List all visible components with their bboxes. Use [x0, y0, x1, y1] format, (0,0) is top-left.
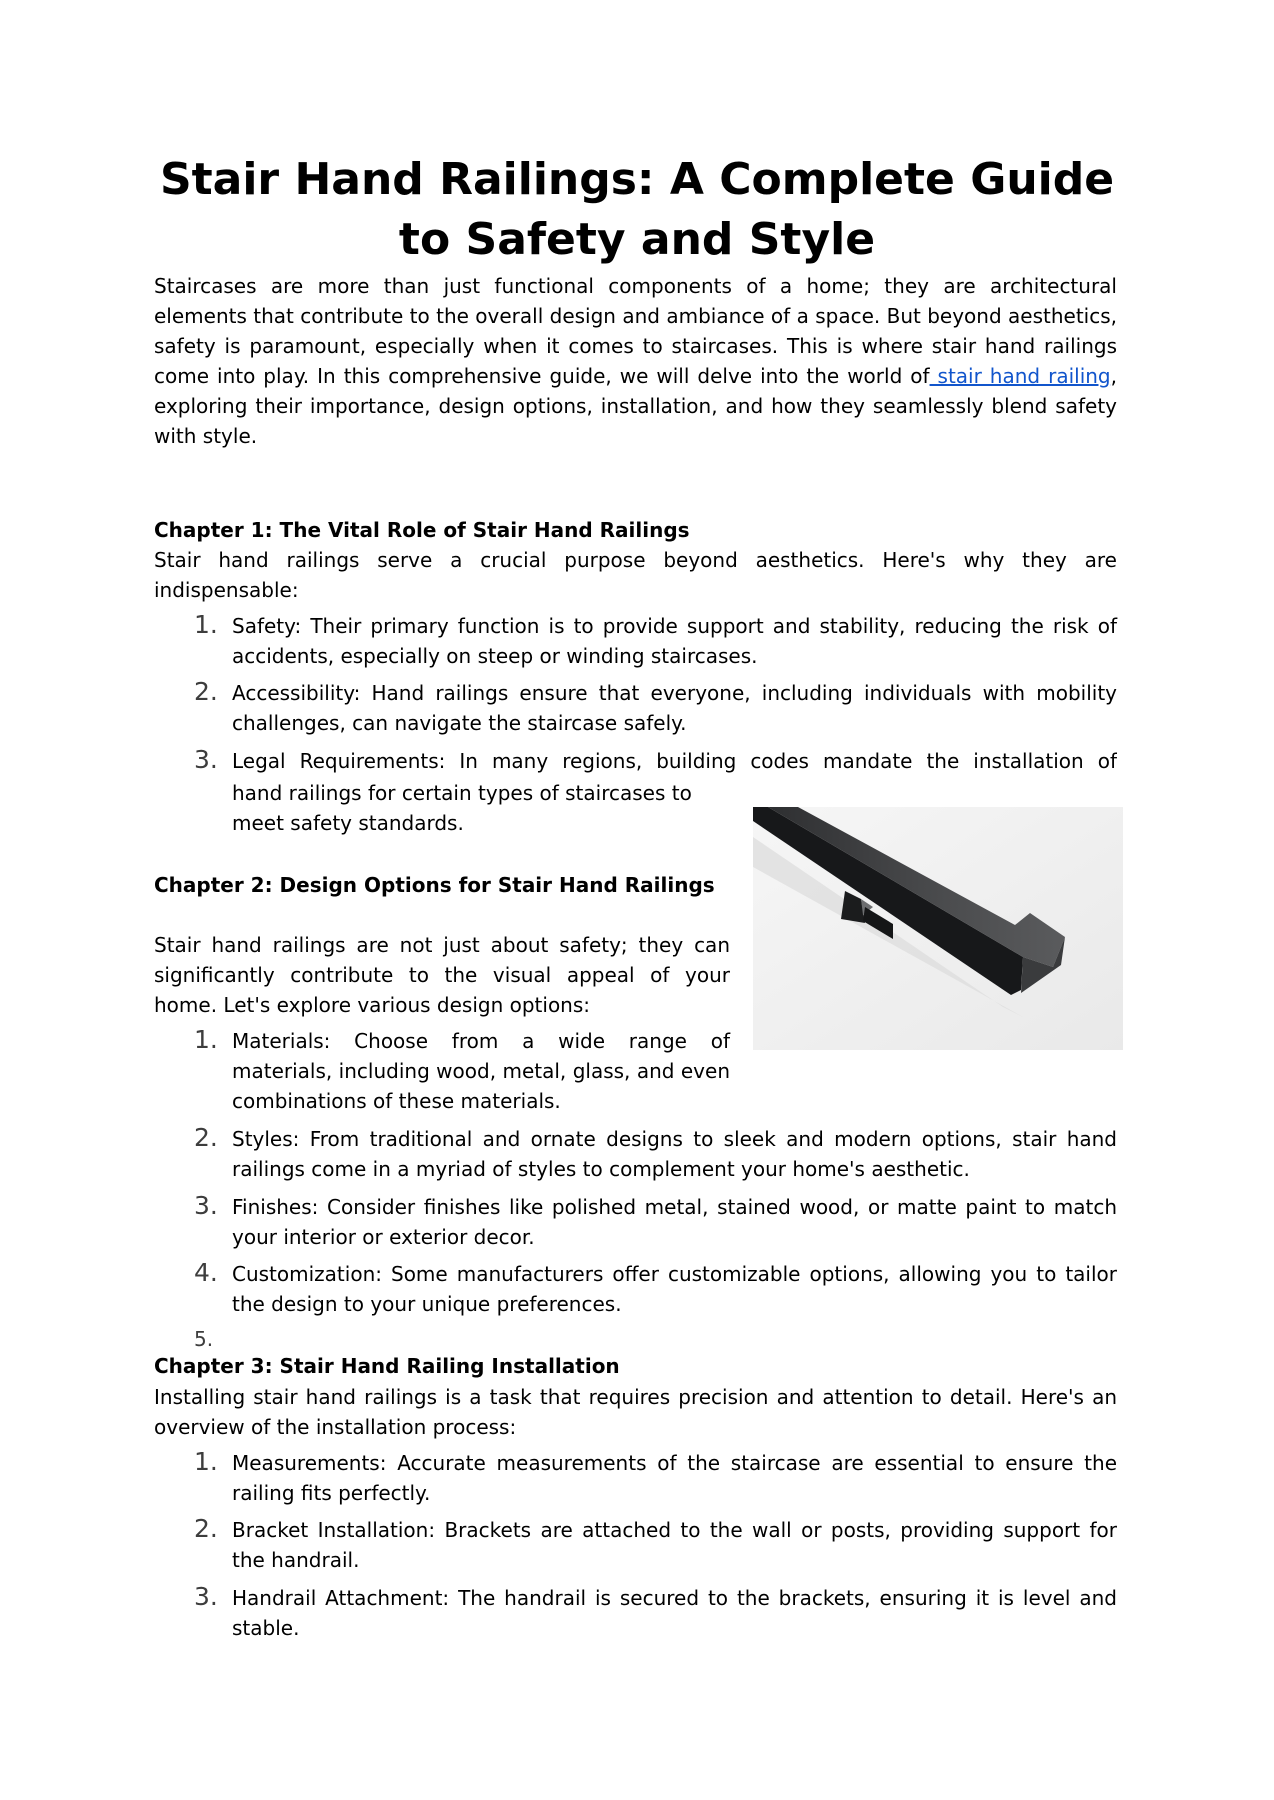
list-item-text-line-1: Legal Requirements: In many regions, building codes mandate the installation of: [232, 749, 1117, 773]
list-item-text: Accessibility: Hand railings ensure that everyone, including individuals with mobility challenges, can navigate the staircase safely.: [232, 681, 1117, 735]
list-item-text: Customization: Some manufacturers offer customizable options, allowing you to tailor the design to your unique preferences.: [232, 1262, 1117, 1316]
chapter-2-heading: Chapter 2: Design Options for Stair Hand Railings: [154, 873, 715, 897]
list-number: 3.: [194, 1191, 218, 1220]
chapter-2-intro: Stair hand railings are not just about safety; they can significantly contribute to the visual appeal of your home. Let's explore various design options:: [154, 933, 730, 1017]
list-item-text: Bracket Installation: Brackets are attached to the wall or posts, providing support for the handrail.: [232, 1518, 1117, 1572]
chapter-1-intro: Stair hand railings serve a crucial purpose beyond aesthetics. Here's why they are indispensable:: [154, 548, 1117, 602]
stair-hand-railing-link[interactable]: stair hand railing: [929, 364, 1111, 388]
list-number: 2.: [194, 1123, 218, 1152]
handrail-illustration-icon: [753, 807, 1123, 1050]
list-item-text: Handrail Attachment: The handrail is secured to the brackets, ensuring it is level and stable.: [232, 1586, 1117, 1640]
list-item-text-line-3: meet safety standards.: [232, 811, 464, 835]
list-number: 5.: [194, 1327, 214, 1351]
list-number: 1.: [194, 1447, 218, 1476]
title-line-1: Stair Hand Railings: A Complete Guide: [159, 154, 1115, 205]
intro-text-start: Staircases are more than just functional components of a home; they are architectural elements that contribute to the overall design and ambiance of a space. But beyond aesthetics, safety is paramount, especially when it comes to staircases. This is where stair hand railings come into play. In this comprehensive guide, we will delve into the world of: [154, 274, 1117, 388]
chapter-1-heading: Chapter 1: The Vital Role of Stair Hand Railings: [154, 518, 690, 542]
list-number: 3.: [194, 745, 218, 774]
list-number: 2.: [194, 677, 218, 706]
list-item-text: Styles: From traditional and ornate designs to sleek and modern options, stair hand railings come in a myriad of styles to complement your home's aesthetic.: [232, 1127, 1117, 1181]
list-number: 1.: [194, 610, 218, 639]
chapter-3-intro: Installing stair hand railings is a task that requires precision and attention to detail. Here's an overview of the installation process:: [154, 1385, 1117, 1439]
list-item-text: Materials: Choose from a wide range of materials, including wood, metal, glass, and even combinations of these materials.: [232, 1029, 730, 1113]
page-title: [0, 150, 1274, 270]
list-item-text-line-2: hand railings for certain types of staircases to: [232, 781, 692, 805]
intro-paragraph: [154, 271, 1117, 451]
list-number: 1.: [194, 1025, 218, 1054]
list-item-text: Measurements: Accurate measurements of the staircase are essential to ensure the railing fits perfectly.: [232, 1451, 1117, 1505]
list-number: 4.: [194, 1258, 218, 1287]
chapter-3-heading: Chapter 3: Stair Hand Railing Installation: [154, 1354, 620, 1378]
intro-text-end: , exploring their importance, design options, installation, and how they seamlessly blend safety with style.: [154, 364, 1117, 448]
list-item-text: Finishes: Consider finishes like polished metal, stained wood, or matte paint to match your interior or exterior decor.: [232, 1195, 1117, 1249]
list-number: 2.: [194, 1514, 218, 1543]
handrail-image: [753, 807, 1123, 1050]
list-item-text: Safety: Their primary function is to provide support and stability, reducing the risk of accidents, especially on steep or winding staircases.: [232, 614, 1117, 668]
list-number: 3.: [194, 1582, 218, 1611]
title-line-2: to Safety and Style: [398, 214, 876, 265]
